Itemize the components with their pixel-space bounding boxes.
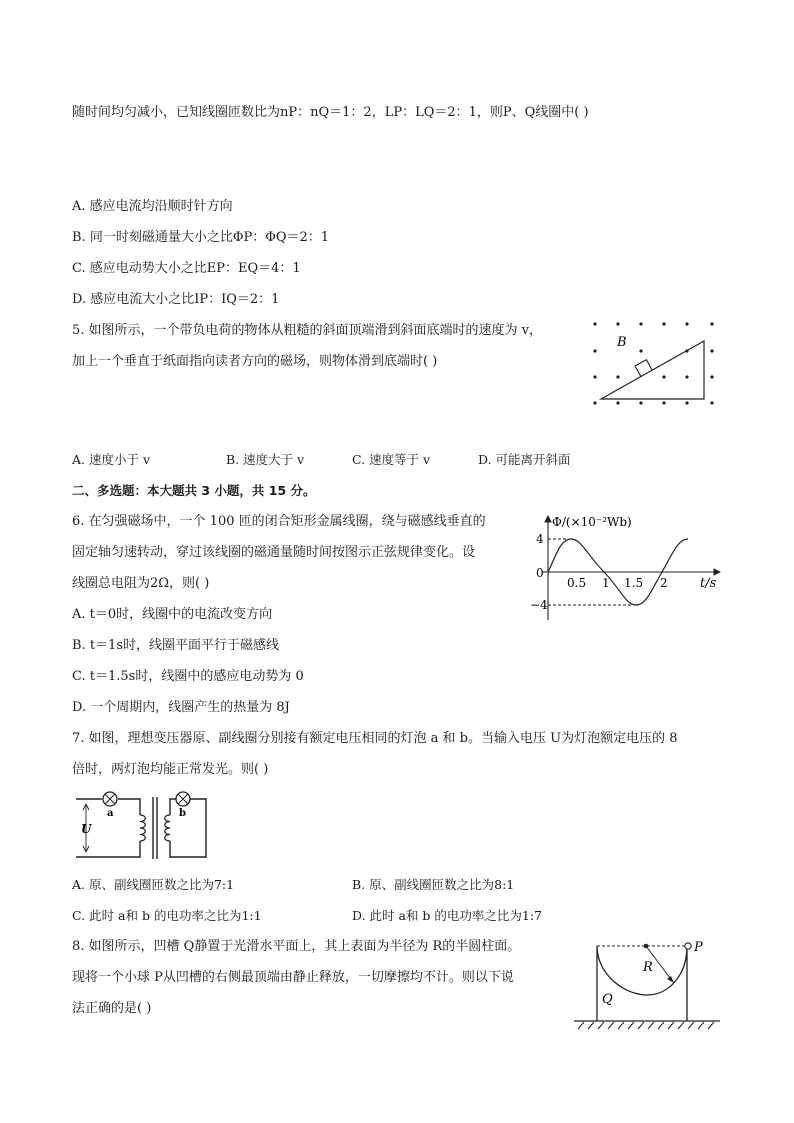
graph-xtick-2: 2 — [660, 576, 668, 590]
q6-option-c: C. t＝1.5s时，线圈中的感应电动势为 0 — [72, 669, 304, 684]
q5-option-a: A. 速度小于 v — [72, 452, 151, 467]
graph-xtick-1: 1 — [602, 576, 610, 590]
q4-option-b: B. 同一时刻磁通量大小之比ΦP：ΦQ＝2：1 — [72, 230, 330, 245]
q8-stem-line3: 法正确的是( ) — [72, 1001, 152, 1016]
q8-stem-line2: 现将一个小球 P从凹槽的右侧最顶端由静止释放，一切摩擦均不计。则以下说 — [72, 970, 514, 985]
q6-stem-line3: 线圈总电阻为2Ω，则( ) — [72, 576, 210, 591]
q6-stem-line2: 固定轴匀速转动，穿过该线圈的磁通量随时间按图示正弦规律变化。设 — [72, 545, 476, 560]
ball-p — [685, 943, 691, 949]
q8-stem-line1: 8. 如图所示，凹槽 Q静置于光滑水平面上，其上表面为半径为 R的半圆柱面。 — [72, 939, 521, 954]
graph-xtick-1-5: 1.5 — [624, 576, 644, 590]
q4-option-c: C. 感应电动势大小之比EP：EQ＝4：1 — [72, 261, 301, 276]
q6-option-d: D. 一个周期内，线圈产生的热量为 8J — [72, 700, 290, 715]
q4-option-d: D. 感应电流大小之比IP：IQ＝2：1 — [72, 292, 280, 307]
q7-stem-line2: 倍时，两灯泡均能正常发光。则( ) — [72, 762, 269, 777]
ground-hatch — [578, 1022, 714, 1029]
label-r: R — [643, 960, 653, 975]
graph-ylabel: Φ/(×10⁻²Wb) — [552, 515, 632, 529]
q5-stem-line1: 5. 如图所示，一个带负电荷的物体从粗糙的斜面顶端滑到斜面底端时的速度为 v， — [72, 323, 543, 338]
q6-flux-graph — [520, 508, 730, 626]
q4-stem: 随时间均匀减小，已知线圈匝数比为nP：nQ＝1：2，LP：LQ＝2：1，则P、Q线圈中( ) — [72, 105, 589, 120]
q5-incline-figure — [585, 315, 725, 415]
q7-option-b: B. 原、副线圈匝数之比为8:1 — [352, 877, 515, 892]
q5-option-d: D. 可能离开斜面 — [478, 452, 571, 467]
label-u: U — [81, 822, 92, 836]
graph-origin: 0 — [536, 566, 544, 580]
graph-ytick-max: 4 — [536, 532, 544, 546]
graph-xtick-0-5: 0.5 — [567, 576, 587, 590]
q7-option-d: D. 此时 a和 b 的电功率之比为1:7 — [352, 908, 543, 923]
primary-coil — [140, 815, 145, 841]
label-a: a — [107, 808, 114, 819]
q6-option-a: A. t＝0时，线圈中的电流改变方向 — [72, 607, 273, 622]
q5-option-c: C. 速度等于 v — [352, 452, 431, 467]
q7-transformer-figure — [72, 791, 212, 863]
q7-option-a: A. 原、副线圈匝数之比为7:1 — [72, 877, 235, 892]
groove-body — [597, 946, 687, 1021]
q6-stem-line1: 6. 在匀强磁场中，一个 100 匝的闭合矩形金属线圈，绕与磁感线垂直的 — [72, 514, 486, 529]
q6-option-b: B. t＝1s时，线圈平面平行于磁感线 — [72, 638, 279, 653]
q7-stem-line1: 7. 如图，理想变压器原、副线圈分别接有额定电压相同的灯泡 a 和 b。当输入电压 U为灯泡额定电压的 8 — [72, 731, 678, 746]
graph-ytick-min: −4 — [530, 598, 548, 612]
label-q: Q — [602, 992, 613, 1007]
sliding-block — [635, 360, 652, 377]
q8-groove-figure — [570, 935, 725, 1035]
q5-stem-line2: 加上一个垂直于纸面指向读者方向的磁场，则物体滑到底端时( ) — [72, 354, 438, 369]
section-2-title: 二、多选题：本大题共 3 小题，共 15 分。 — [72, 483, 316, 498]
magnetic-field-dots — [593, 322, 713, 404]
q5-option-b: B. 速度大于 v — [226, 452, 305, 467]
q5-label-b: B — [617, 335, 627, 350]
label-b: b — [179, 808, 186, 819]
secondary-coil — [165, 815, 170, 841]
q4-option-a: A. 感应电流均沿顺时针方向 — [72, 199, 233, 214]
secondary-circuit — [170, 799, 206, 857]
graph-xlabel: t/s — [700, 576, 717, 591]
label-p: P — [694, 940, 703, 955]
q7-option-c: C. 此时 a和 b 的电功率之比为1:1 — [72, 908, 262, 923]
